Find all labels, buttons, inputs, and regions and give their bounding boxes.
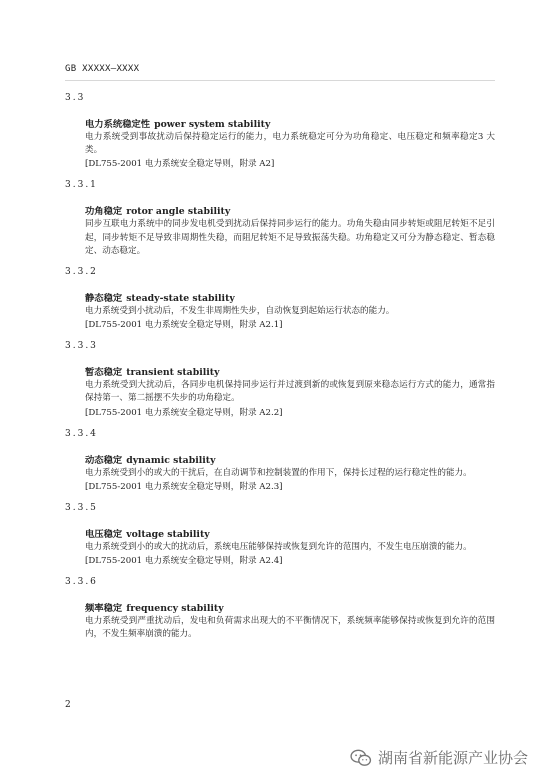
term-reference: [DL755-2001 电力系统安全稳定导则，附录 A2.2]: [85, 407, 283, 418]
term-english: transient stability: [126, 367, 220, 379]
section-3-3-3: [65, 340, 495, 419]
term-chinese: 电力系统稳定性: [85, 119, 151, 130]
term-definition: 同步互联电力系统中的同步发电机受到扰动后保持同步运行的能力。功角失稳由同步转矩或阻尼转矩不足引起，同步转矩不足导致非周期性失稳，而阻尼转矩不足导致振荡失稳。功角稳定又可分为静态稳定、暂态稳定、动态稳定。: [85, 219, 495, 256]
term-heading: [85, 602, 495, 615]
page-number: 2: [65, 700, 71, 710]
section-number: 3.3: [65, 93, 86, 103]
term-chinese: 频率稳定: [85, 603, 123, 615]
term-reference: [DL755-2001 电力系统安全稳定导则，附录 A2]: [85, 159, 275, 170]
term-definition: 电力系统受到严重扰动后，发电和负荷需求出现大的不平衡情况下，系统频率能够保持或恢复到允许的范围内，不发生频率崩溃的能力。: [85, 616, 495, 640]
term-heading: [85, 454, 495, 467]
section-3-3-6: [65, 576, 495, 641]
term-english: power system stability: [154, 119, 271, 130]
section-3-3-1: [65, 179, 495, 258]
watermark-text: 湖南省新能源产业协会: [377, 749, 528, 767]
term-reference: [DL755-2001 电力系统安全稳定导则，附录 A2.3]: [85, 481, 283, 492]
term-heading: [85, 528, 495, 541]
section-3-3-5: [65, 502, 495, 568]
term-chinese: 功角稳定: [85, 206, 123, 218]
term-heading: [85, 366, 495, 379]
term-definition: 电力系统受到事故扰动后保持稳定运行的能力，电力系统稳定可分为功角稳定、电压稳定和频率稳定3 大类。: [85, 132, 495, 156]
header-divider: [65, 80, 495, 81]
term-english: steady-state stability: [126, 293, 235, 305]
term-chinese: 暂态稳定: [85, 367, 123, 379]
standard-code-header: GB XXXXX—XXXX: [65, 64, 140, 74]
term-chinese: 电压稳定: [85, 528, 123, 540]
term-chinese: 静态稳定: [85, 293, 123, 305]
term-english: voltage stability: [126, 528, 210, 540]
section-number: 3.3.2: [65, 267, 98, 278]
term-chinese: 动态稳定: [85, 454, 123, 466]
section-number: 3.3.5: [65, 502, 98, 513]
term-reference: [DL755-2001 电力系统安全稳定导则，附录 A2.4]: [85, 556, 283, 567]
term-english: dynamic stability: [126, 454, 216, 466]
term-definition: 电力系统受到小扰动后，不发生非周期性失步，自动恢复到起始运行状态的能力。: [85, 306, 395, 317]
section-number: 3.3.1: [65, 180, 98, 191]
term-definition: 电力系统受到小的或大的干扰后，在自动调节和控制装置的作用下，保持长过程的运行稳定性的能力。: [85, 467, 472, 478]
section-3-3-4: [65, 428, 495, 494]
term-definition: 电力系统受到小的或大的扰动后，系统电压能够保持或恢复到允许的范围内，不发生电压崩溃的能力。: [85, 541, 472, 552]
section-3-3: [65, 92, 495, 171]
term-definition: 电力系统受到大扰动后，各同步电机保持同步运行并过渡到新的或恢复到原来稳态运行方式的能力，通常指保持第一、第二摇摆不失步的功角稳定。: [85, 380, 495, 404]
section-number: 3.3.6: [65, 577, 98, 588]
term-heading: [85, 292, 495, 305]
wechat-icon: [350, 749, 372, 767]
section-3-3-2: [65, 266, 495, 332]
document-body: [65, 92, 495, 641]
term-english: frequency stability: [126, 603, 224, 615]
term-heading: [85, 205, 495, 218]
section-number: 3.3.4: [65, 428, 98, 439]
section-number: 3.3.3: [65, 341, 98, 352]
term-reference: [DL755-2001 电力系统安全稳定导则，附录 A2.1]: [85, 320, 283, 331]
term-english: rotor angle stability: [126, 206, 231, 218]
term-heading: [85, 118, 495, 131]
watermark: [350, 747, 528, 768]
